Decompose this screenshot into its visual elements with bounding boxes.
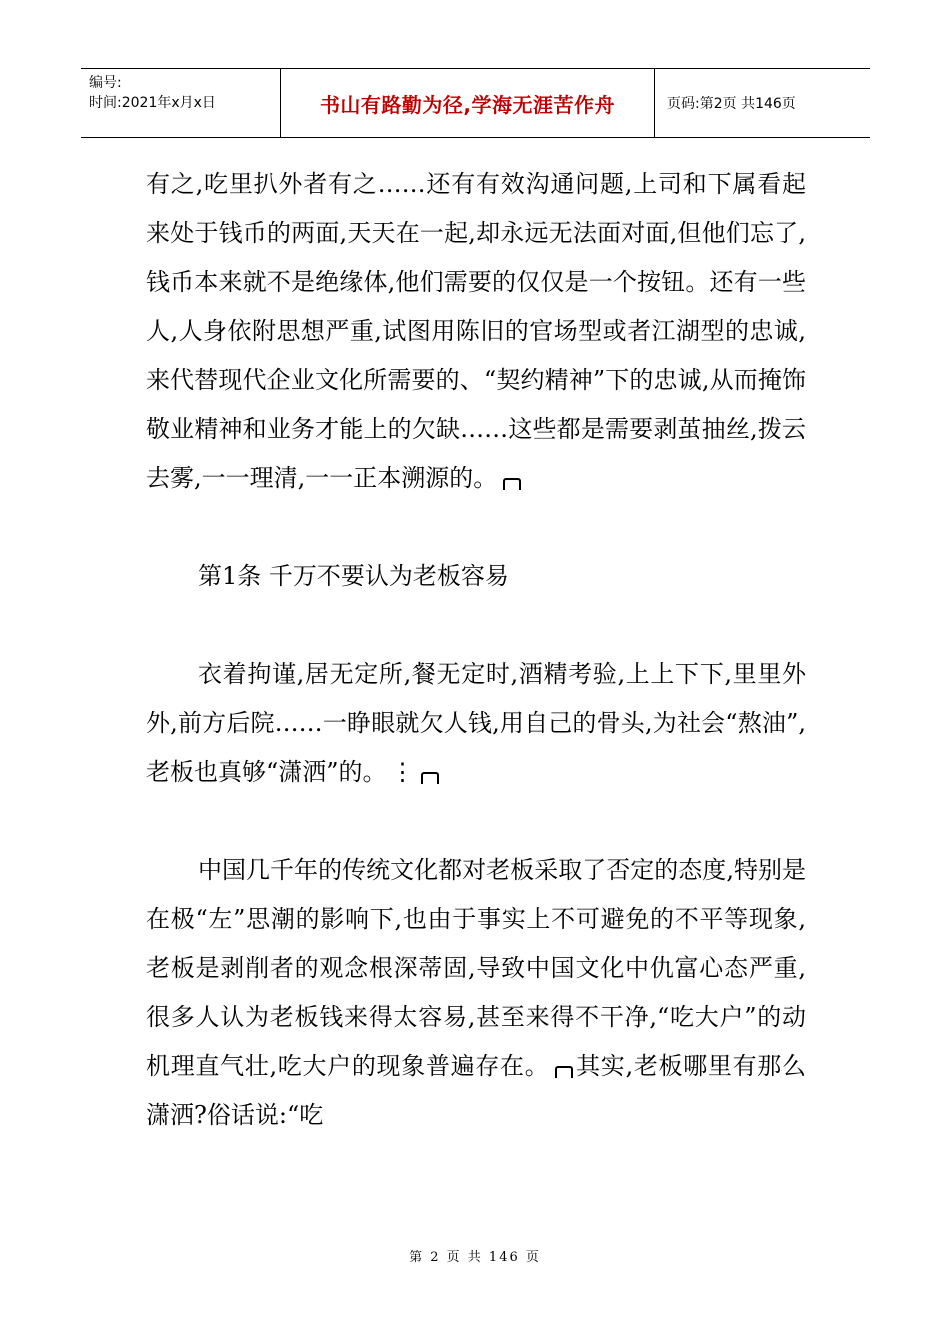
page-header xyxy=(81,68,870,138)
header-page-label: 页码:第2页 共146页 xyxy=(667,96,796,112)
paragraph-1-text: 有之,吃里扒外者有之……还有有效沟通问题,上司和下属看起来处于钱币的两面,天天在一起,却永远无法面对面,但他们忘了,钱币本来就不是绝缘体,他们需要的仅仅是一个按钮。还有一些人,人身依附思想严重,试图用陈旧的官场型或者江湖型的忠诚,来代替现代企业文化所需要的、“契约精神”下的忠诚,从而掩饰敬业精神和业务才能上的欠缺……这些都是需要剥茧抽丝,拨云去雾,一一理清,一一正本溯源的。 xyxy=(146,170,806,492)
header-meta xyxy=(81,69,281,137)
paragraph-3 xyxy=(146,846,806,1140)
paragraph-3b-text: 其实,老板哪里有那么潇洒?俗话说:“吃 xyxy=(146,1052,806,1129)
paragraph-2-tail: ⋮ xyxy=(390,758,415,786)
document-body xyxy=(146,160,806,1140)
page-footer: 第 2 页 共 146 页 xyxy=(409,1250,541,1265)
section-heading: 第1条 千万不要认为老板容易 xyxy=(198,562,509,590)
header-motto: 书山有路勤为径,学海无涯苦作舟 xyxy=(281,69,655,137)
paragraph-1 xyxy=(146,160,806,503)
paragraph-2-text: 衣着拘谨,居无定所,餐无定时,酒精考验,上上下下,里里外外,前方后院……一睁眼就欠人钱,用自己的骨头,为社会“熬油”,老板也真够“潇洒”的。 xyxy=(146,660,806,786)
paragraph-3a-text: 中国几千年的传统文化都对老板采取了否定的态度,特别是在极“左”思潮的影响下,也由于事实上不可避免的不平等现象,老板是剥削者的观念根深蒂固,导致中国文化中仇富心态严重,很多人认为老板钱来得太容易,甚至来得不干净,“吃大户”的动机理直气壮,吃大户的现象普遍存在。 xyxy=(146,856,806,1080)
paragraph-mark-icon xyxy=(503,478,521,490)
paragraph-mark-icon xyxy=(421,772,439,784)
paragraph-2 xyxy=(146,650,806,797)
time-label: 时间:2021年x月x日 xyxy=(89,95,216,111)
serial-label: 编号: xyxy=(89,75,122,91)
paragraph-mark-icon xyxy=(555,1066,573,1078)
